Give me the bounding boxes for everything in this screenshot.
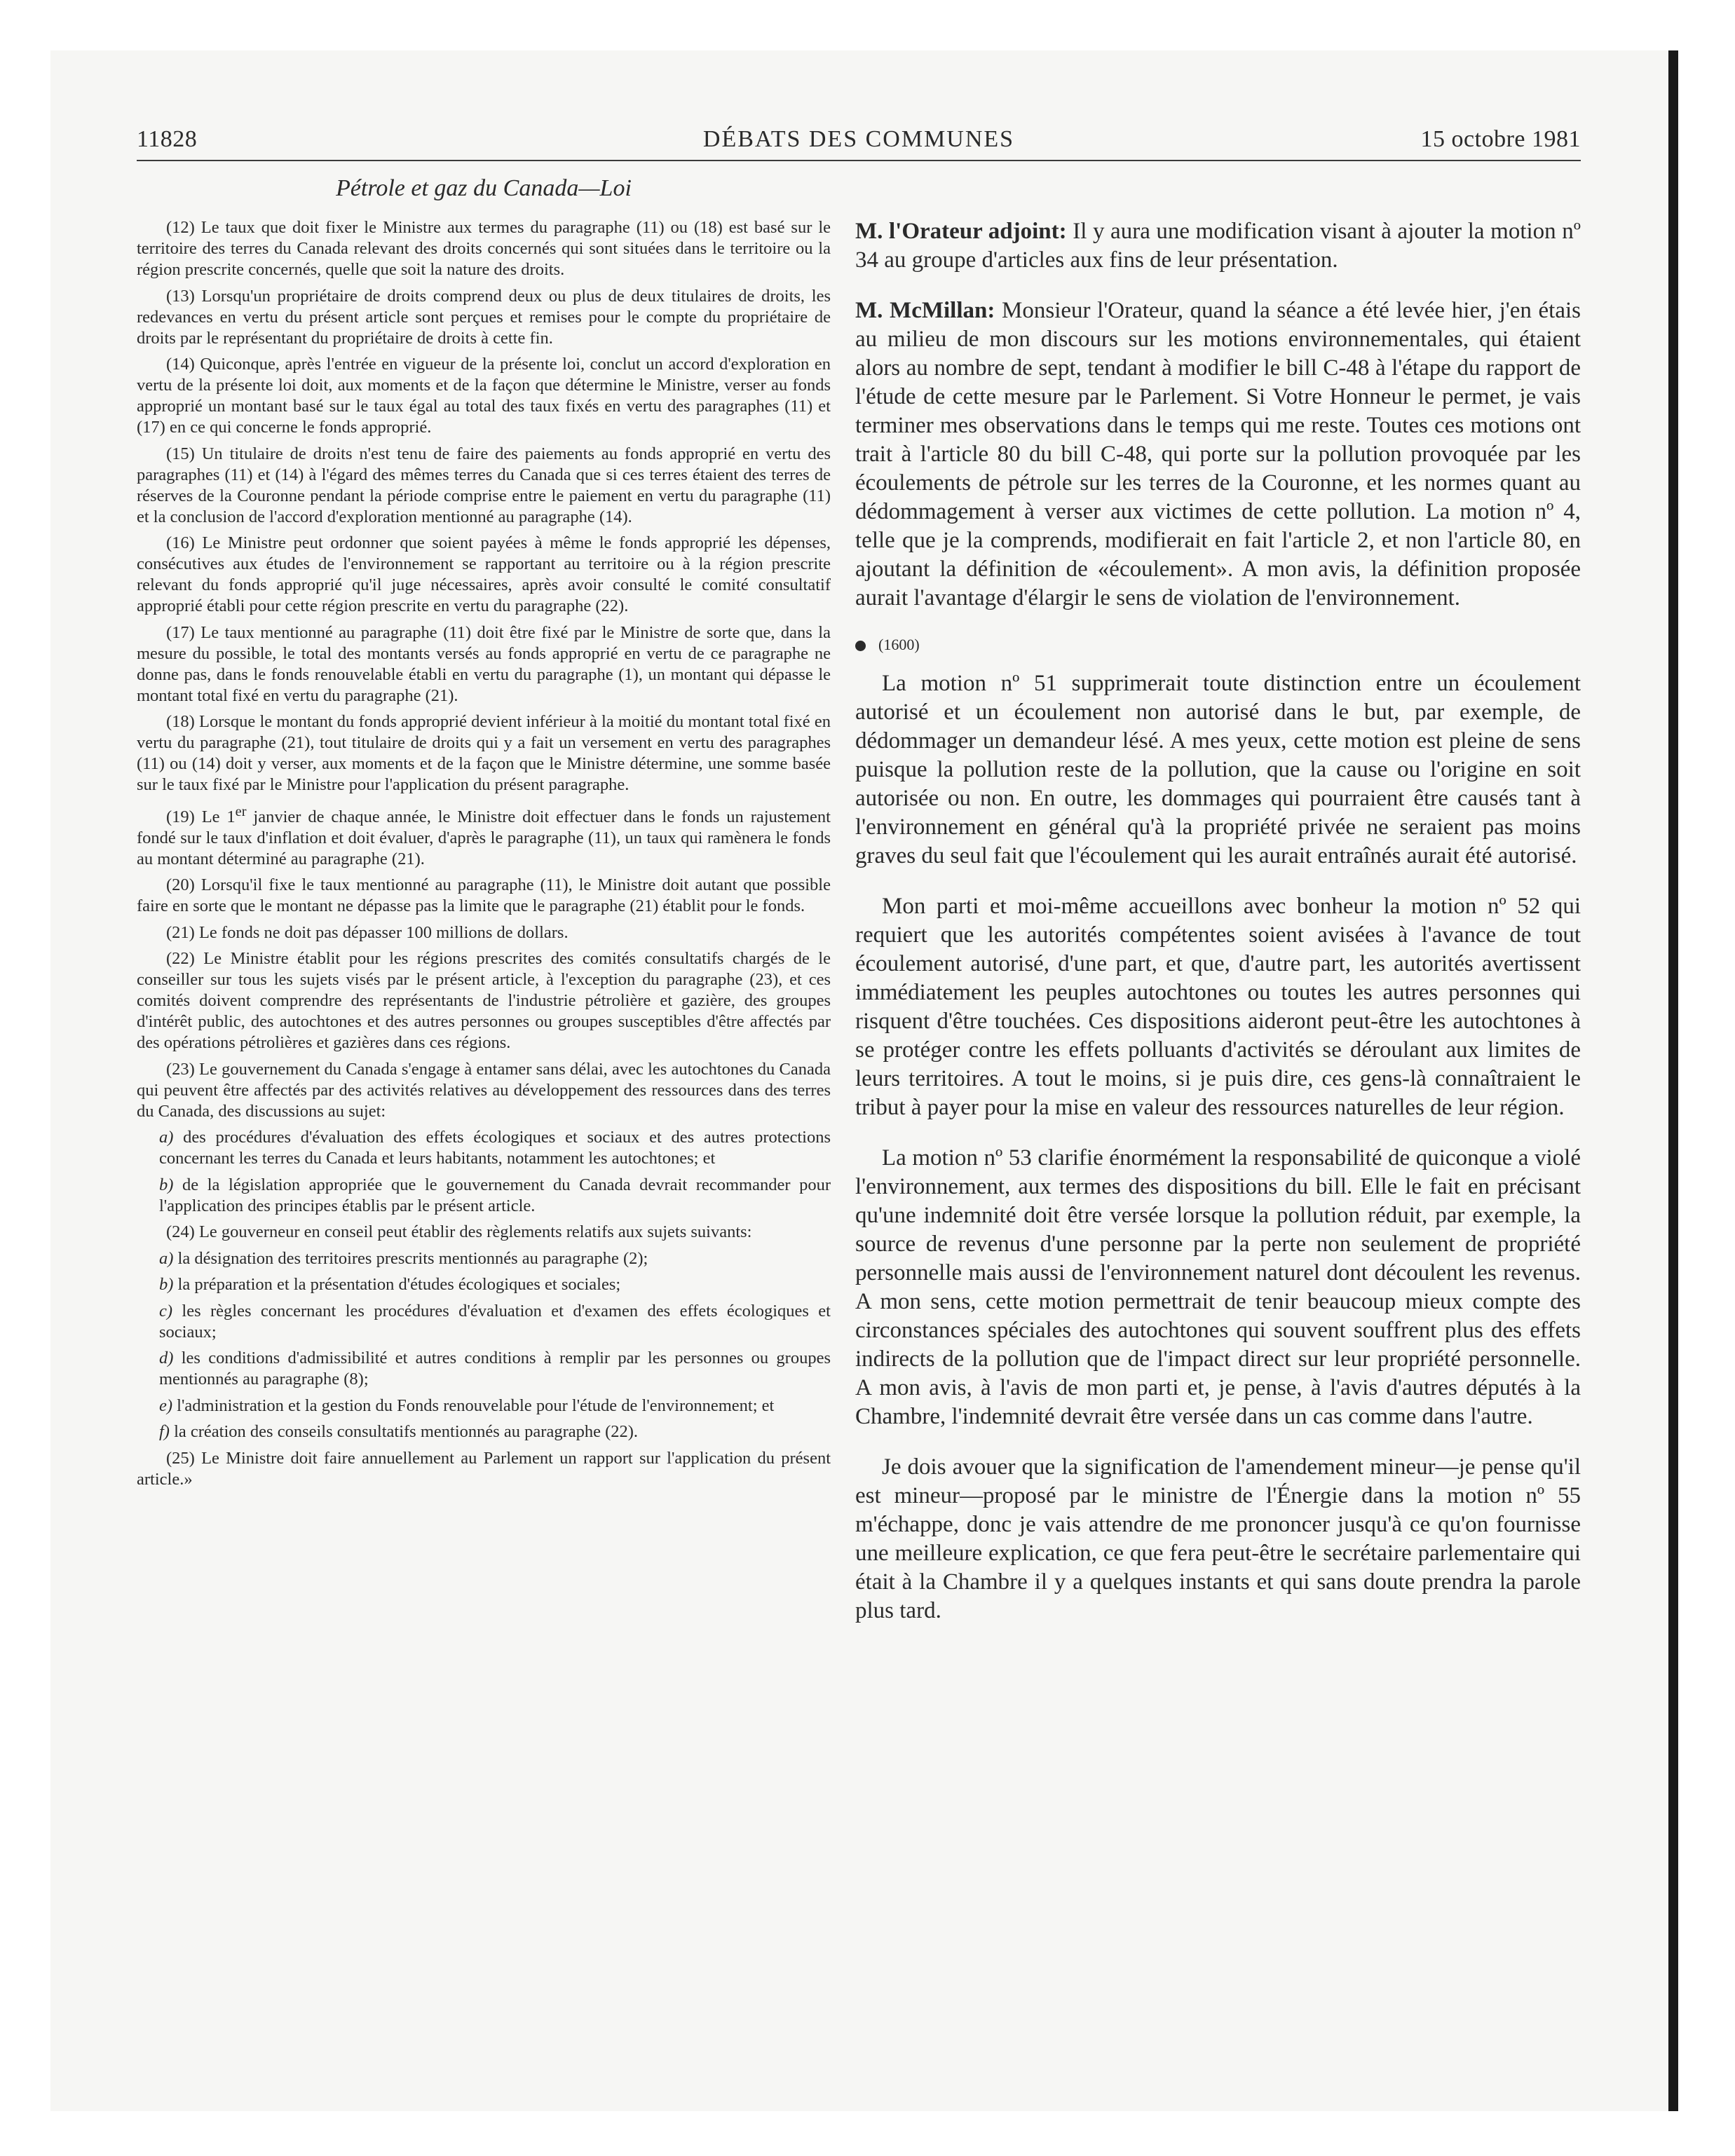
speech-deputy-speaker (855, 217, 1581, 275)
clause-24-item-a (137, 1248, 831, 1269)
page-number: 11828 (137, 126, 198, 152)
item-letter: e) (159, 1396, 173, 1415)
clause-24-item-e (137, 1396, 831, 1417)
clause-23: (23) Le gouvernement du Canada s'engage à entamer sans délai, avec les autochtones du Canada qui peuvent être affectés par des activités relatives au développement des ressources dans des terres du Canada, des discussions au sujet: (137, 1059, 831, 1121)
item-text: la création des conseils consultatifs mentionnés au paragraphe (22). (169, 1422, 639, 1442)
paragraph-motion-51: La motion nº 51 supprimerait toute distinction entre un écoulement autorisé et un écoulement non autorisé dans le but, par exemple, de dédommager un demandeur lésé. A mes yeux, cette motion est pleine de sens puisque la pollution reste de la pollution, que la cause ou l'origine en soit autorisée ou non. En outre, les dommages qui pourraient être causés tant à l'environnement en général qu'à la propriété privée ne seraient pas moins graves du seul fait que l'écoulement qui les aurait entraînés aurait été autorisé. (855, 671, 1581, 868)
clause-20: (20) Lorsqu'il fixe le taux mentionné au paragraphe (11), le Ministre doit autant que possible faire en sorte que le montant ne dépasse pas la limite que le paragraphe (21) établit pour le fonds. (137, 875, 831, 916)
paragraph-motion-53: La motion nº 53 clarifie énormément la responsabilité de quiconque a violé l'environnement, aux termes des dispositions du bill. Elle le fait en précisant qu'une indemnité doit être versée lorsque la pollution réduit, par exemple, la source de revenus d'une personne par la perte non seulement de propriété personnelle mais aussi de l'environnement naturel dont découlent les revenus. A mon sens, cette motion permettrait de tenir beaucoup mieux compte des circonstances spéciales des autochtones qui souvent souffrent plus des effets indirects de la pollution que de l'impact direct sur leur propriété personnelle. A mon avis, à l'avis de mon parti et, je pense, à l'avis d'autres députés à la Chambre, l'indemnité devrait être versée dans un cas comme dans l'autre. (855, 1145, 1581, 1429)
speaker-name: M. l'Orateur adjoint: (855, 219, 1067, 244)
right-column (855, 217, 1581, 1647)
item-text: la préparation et la présentation d'études écologiques et sociales; (173, 1275, 621, 1295)
item-letter: f) (159, 1422, 170, 1442)
paragraph-motion-52: Mon parti et moi-même accueillons avec bonheur la motion nº 52 qui requiert que les autorités compétentes soient avisées à l'avance de tout écoulement autorisé, d'une part, et que, d'autre part, les autorités avertissent immédiatement les peuples autochtones ou toutes les autres personnes qui risquent d'être touchées. Ces dispositions aideront peut-être les autochtones à se protéger contre les effets polluants d'activités se déroulant aux limites de leurs territoires. A tout le moins, si je puis dire, ces gens-là connaîtraient le tribut à payer pour la mise en valeur des ressources naturelles de leur région. (855, 894, 1581, 1120)
speech-mcmillan (855, 296, 1581, 613)
bullet-icon (855, 641, 866, 651)
left-column (137, 217, 831, 1495)
clause-21: (21) Le fonds ne doit pas dépasser 100 millions de dollars. (166, 922, 569, 942)
time-stamp (855, 634, 1581, 655)
item-text: les règles concernant les procédures d'évaluation et d'examen des effets écologiques et sociaux; (159, 1301, 831, 1342)
clause-22: (22) Le Ministre établit pour les régions prescrites des comités consultatifs chargés de le conseiller sur tous les sujets visés par le présent article, à l'exception du paragraphe (23), et ces comités doivent comprendre des représentants de l'industrie pétrolière et gazière, des groupes d'intérêt public, des autochtones et des autres personnes ou groupes susceptibles d'être affectés par des opérations pétrolières et gazières dans ces régions. (137, 949, 831, 1053)
clause-23-item-a (137, 1127, 831, 1169)
clause-24-item-c (137, 1301, 831, 1343)
publication-title: DÉBATS DES COMMUNES (702, 126, 1015, 152)
time-stamp-text: (1600) (878, 636, 920, 653)
item-letter: b) (159, 1175, 174, 1194)
item-letter: b) (159, 1275, 174, 1295)
speech-text: Il y aura une modification visant à ajouter la motion nº 34 au groupe d'articles aux fins de leur présentation. (855, 219, 1581, 273)
item-text: l'administration et la gestion du Fonds renouvelable pour l'étude de l'environnement; et (172, 1396, 775, 1415)
item-text: de la législation appropriée que le gouvernement du Canada devrait recommander pour l'application des principes établis par le présent article. (159, 1175, 831, 1215)
clause-24: (24) Le gouverneur en conseil peut établir des règlements relatifs aux sujets suivants: (166, 1222, 752, 1242)
clause-16: (16) Le Ministre peut ordonner que soient payées à même le fonds approprié les dépenses, consécutives aux études de l'environnement se rapportant au territoire ou à la région prescrite relevant du fonds approprié qu'il juge nécessaires, après avoir consulté le comité consultatif approprié établi pour cette région prescrite en vertu du paragraphe (22). (137, 533, 831, 615)
clause-14: (14) Quiconque, après l'entrée en vigueur de la présente loi, conclut un accord d'exploration en vertu de la présente loi doit, aux moments et de la façon que détermine le Ministre, verser au fonds approprié un montant basé sur le taux égal au total des taux fixés en vertu des paragraphes (11) et (17) en ce qui concerne le fonds approprié. (137, 355, 831, 437)
item-letter: c) (159, 1301, 173, 1321)
clause-15: (15) Un titulaire de droits n'est tenu de faire des paiements au fonds approprié en vertu des paragraphes (11) et (14) à l'égard des mêmes terres du Canada que si ces terres étaient des terres de réserves de la Couronne pendant la période comprise entre le paiement en vertu du paragraphe (11) et la conclusion de l'accord d'exploration mentionné au paragraphe (14). (137, 444, 831, 526)
item-letter: a) (159, 1128, 174, 1147)
page-date: 15 octobre 1981 (1420, 126, 1581, 152)
item-text: les conditions d'admissibilité et autres conditions à remplir par les personnes ou groupes mentionnés au paragraphe (8); (159, 1349, 831, 1389)
page-header (137, 126, 1581, 161)
running-title: Pétrole et gaz du Canada—Loi (336, 175, 632, 201)
clause-25: (25) Le Ministre doit faire annuellement au Parlement un rapport sur l'application du présent article.» (137, 1448, 831, 1489)
clause-19 (137, 801, 831, 870)
clause-24-item-d (137, 1348, 831, 1390)
item-letter: a) (159, 1248, 174, 1268)
clause-19-start: (19) Le 1 (166, 807, 236, 826)
clause-17: (17) Le taux mentionné au paragraphe (11) doit être fixé par le Ministre de sorte que, dans la mesure du possible, le total des montants versés au fonds approprié en vertu de ce paragraphe ne donne pas, dans le fonds renouvelable établi en vertu du paragraphe (1), un montant qui dépasse le montant total fixé en vertu du paragraphe (21). (137, 622, 831, 705)
paragraph-motion-55: Je dois avouer que la signification de l'amendement mineur—je pense qu'il est mineur—proposé par le ministre de l'Énergie dans la motion nº 55 m'échappe, donc je vais attendre de me prononcer jusqu'à ce qu'on fournisse une meilleure explication, ce que fera peut-être le secrétaire parlementaire qui était à la Chambre il y a quelques instants et qui sans doute prendra la parole plus tard. (855, 1454, 1581, 1623)
clause-24-item-f (137, 1421, 831, 1442)
scan-edge-bar (1668, 50, 1678, 2111)
speech-text: Monsieur l'Orateur, quand la séance a été levée hier, j'en étais au milieu de mon discours sur les motions environnementales, qui étaient alors au nombre de sept, tendant à modifier le bill C-48 à l'étape du rapport de l'étude de cette mesure par le Parlement. Si Votre Honneur le permet, je vais terminer mes observations dans le temps qui me reste. Toutes ces motions ont trait à l'article 80 du bill C-48, qui porte sur la pollution provoquée par les écoulements de pétrole sur les terres de la Couronne, et les normes quant au dédommagement à verser aux victimes de cette pollution. La motion nº 4, telle que je la comprends, modifierait en fait l'article 2, et non l'article 80, en ajoutant la définition de «écoulement». A mon avis, la définition proposée aurait l'avantage d'élargir le sens de violation de l'environnement. (855, 298, 1581, 610)
clause-19-superscript: er (235, 803, 247, 819)
clause-23-item-b (137, 1175, 831, 1217)
clause-18: (18) Lorsque le montant du fonds approprié devient inférieur à la moitié du montant total fixé en vertu du paragraphe (21), tout titulaire de droits qui y a fait un versement en vertu des paragraphes (11) ou (14) doit y verser, aux moments et de la façon que le Ministre détermine, une somme basée sur le taux fixé par le Ministre pour l'application du présent paragraphe. (137, 712, 831, 794)
clause-12: (12) Le taux que doit fixer le Ministre aux termes du paragraphe (11) ou (18) est basé sur le territoire des terres du Canada relevant des droits concernés qui sont situées dans le territoire ou la région prescrite concernés, quelle que soit la nature des droits. (137, 218, 831, 279)
item-text: la désignation des territoires prescrits mentionnés au paragraphe (2); (173, 1248, 648, 1268)
clause-19-rest: janvier de chaque année, le Ministre doit effectuer dans le fonds un rajustement fondé sur le taux d'inflation et doit évaluer, d'après le paragraphe (11), un taux qui ramènera le fonds au montant déterminé au paragraphe (21). (137, 807, 831, 868)
item-letter: d) (159, 1349, 174, 1368)
clause-13: (13) Lorsqu'un propriétaire de droits comprend deux ou plus de deux titulaires de droits, les redevances en vertu du présent article sont perçues et remises pour le compte du propriétaire de droits par le représentant du propriétaire de droits à cette fin. (137, 286, 831, 348)
item-text: des procédures d'évaluation des effets écologiques et sociaux et des autres protections concernant les terres du Canada et leurs habitants, notamment les autochtones; et (159, 1128, 831, 1168)
speaker-name: M. McMillan: (855, 298, 995, 323)
header-rule (137, 160, 1581, 161)
clause-24-item-b (137, 1274, 831, 1295)
